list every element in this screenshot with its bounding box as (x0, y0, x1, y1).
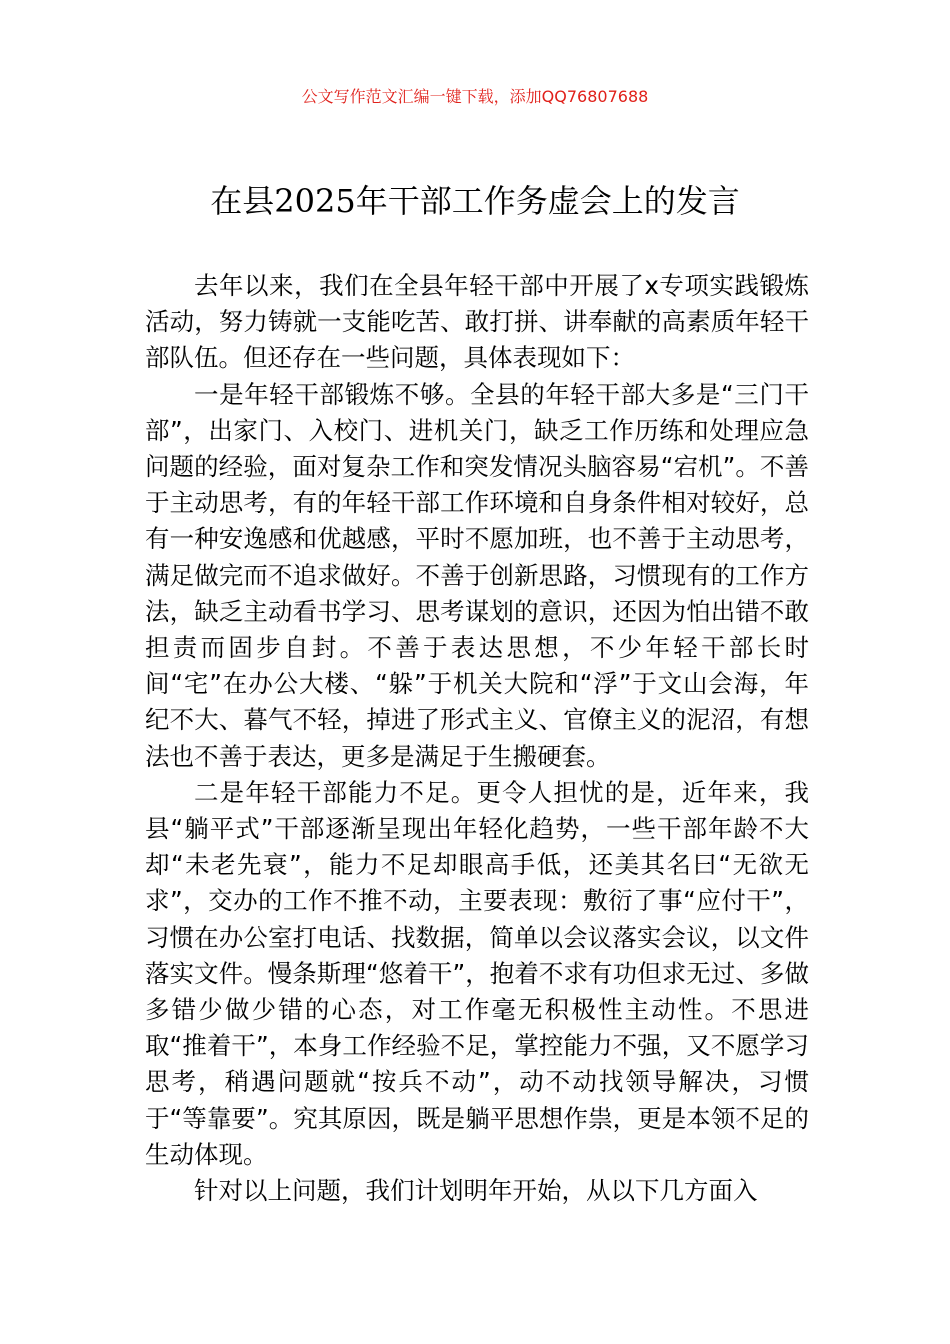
paragraph-point-two: 二是年轻干部能力不足。更令人担忧的是，近年来，我县“躺平式”干部逐渐呈现出年轻化趋势，一些干部年龄不大却“未老先衰”，能力不足却眼高手低，还美其名曰“无欲无求”，交办的工作不推不动，主要表现：敷衍了事“应付干”，习惯在办公室打电话、找数据，简单以会议落实会议，以文件落实文件。慢条斯理“悠着干”，抱着不求有功但求无过、多做多错少做少错的心态，对工作毫无积极性主动性。不思进取“推着干”，本身工作经验不足，掌控能力不强，又不愿学习思考，稍遇问题就“按兵不动”，动不动找领导解决，习惯于“等靠要”。究其原因，既是躺平思想作祟，更是本领不足的生动体现。 (145, 777, 809, 1169)
document-body (145, 268, 809, 1209)
document-title: 在县2025年干部工作务虚会上的发言 (210, 182, 740, 220)
paragraph-intro: 去年以来，我们在全县年轻干部中开展了x专项实践锻炼活动，努力铸就一支能吃苦、敢打拼、讲奉献的高素质年轻干部队伍。但还存在一些问题，具体表现如下： (145, 271, 809, 373)
download-banner: 公文写作范文汇编一键下载，添加QQ76807688 (301, 87, 649, 106)
paragraph-measures: 针对以上问题，我们计划明年开始，从以下几方面入 (194, 1176, 758, 1206)
paragraph-point-one: 一是年轻干部锻炼不够。全县的年轻干部大多是“三门干部”，出家门、入校门、进机关门，缺乏工作历练和处理应急问题的经验，面对复杂工作和突发情况头脑容易“宕机”。不善于主动思考，有的年轻干部工作环境和自身条件相对较好，总有一种安逸感和优越感，平时不愿加班，也不善于主动思考，满足做完而不追求做好。不善于创新思路，习惯现有的工作方法，缺乏主动看书学习、思考谋划的意识，还因为怕出错不敢担责而固步自封。不善于表达思想，不少年轻干部长时间“宅”在办公大楼、“躲”于机关大院和“浮”于文山会海，年纪不大、暮气不轻，掉进了形式主义、官僚主义的泥沼，有想法也不善于表达，更多是满足于生搬硬套。 (145, 379, 809, 771)
